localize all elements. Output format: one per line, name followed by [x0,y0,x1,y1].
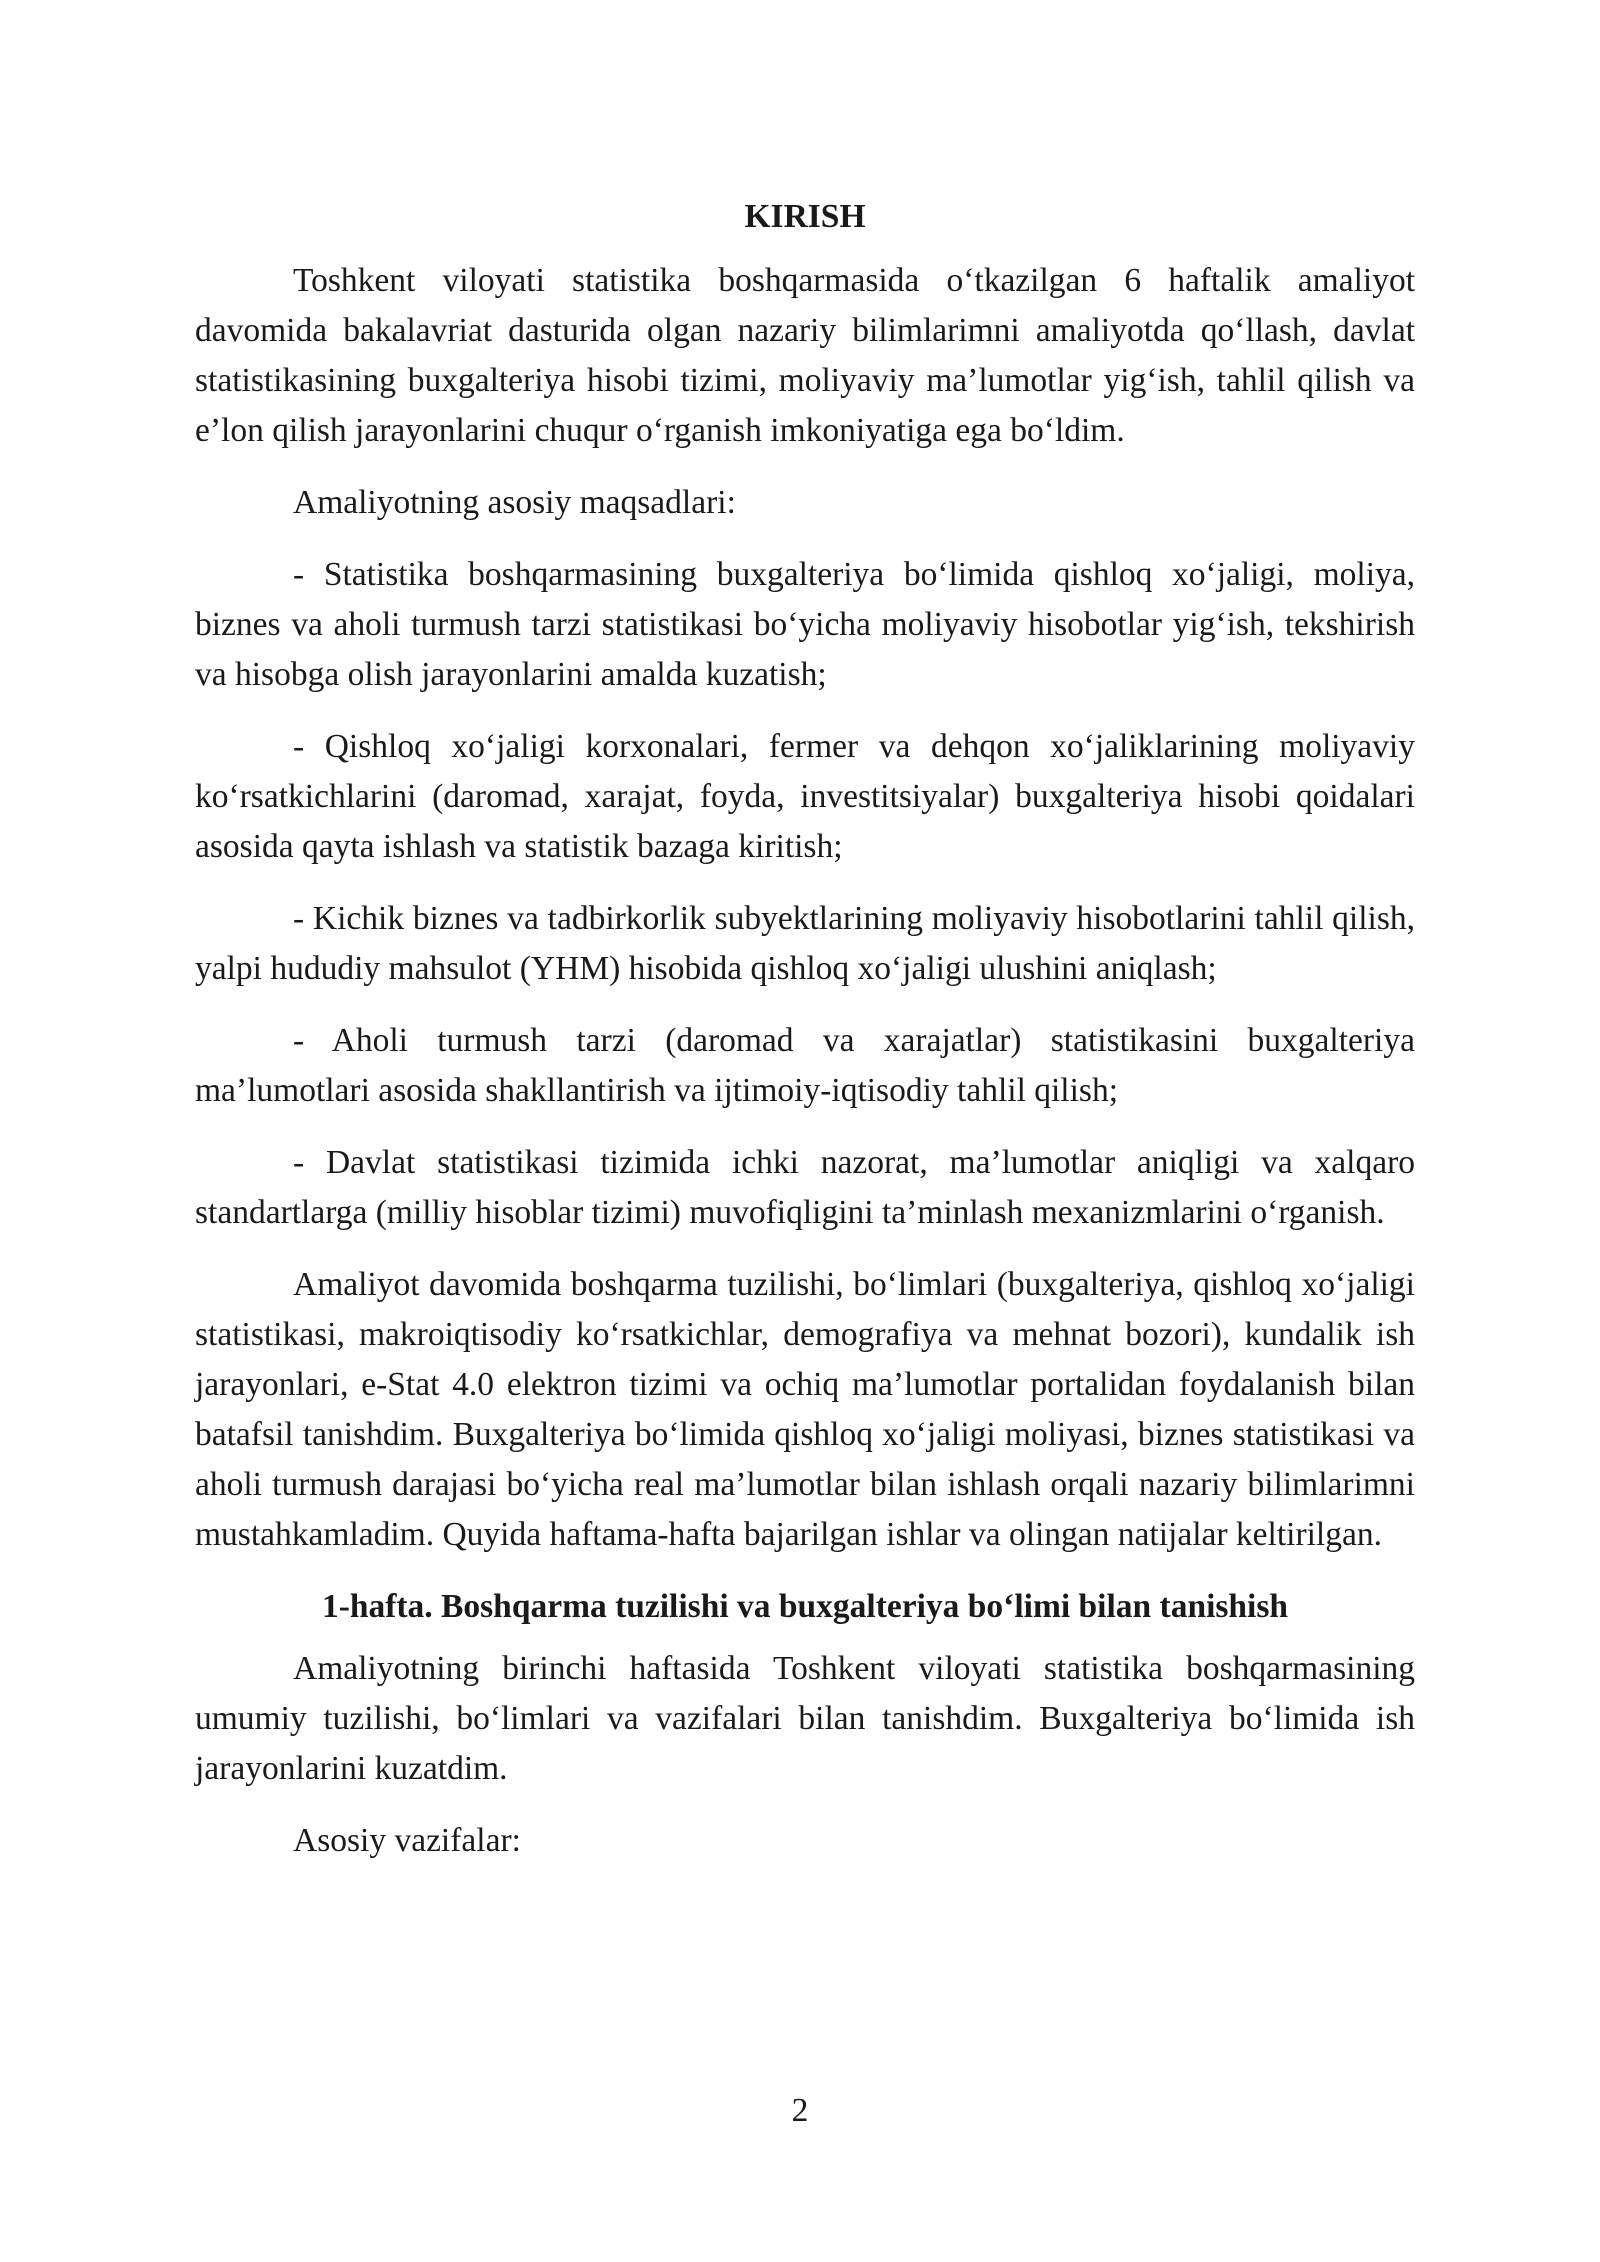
intro-paragraph: Toshkent viloyati statistika boshqarmasida o‘tkazilgan 6 haftalik amaliyot davomida bakalavriat dasturida olgan nazariy bilimlarimni amaliyotda qo‘llash, davlat statistikasining buxgalteriya hisobi tizimi, moliyaviy ma’lumotlar yig‘ish, tahlil qilish va e’lon qilish jarayonlarini chuqur o‘rganish imkoniyatiga ega bo‘ldim. [195,262,1415,449]
document-page [195,192,1415,1888]
tasks-intro: Asosiy vazifalar: [293,1822,521,1859]
goal-item: - Aholi turmush tarzi (daromad va xarajatlar) statistikasini buxgalteriya ma’lumotlari asosida shakllantirish va ijtimoiy-iqtisodiy tahlil qilish; [195,1022,1415,1109]
goals-intro: Amaliyotning asosiy maqsadlari: [293,484,736,521]
goal-item: - Qishloq xo‘jaligi korxonalari, fermer va dehqon xo‘jaliklarining moliyaviy ko‘rsatkichlarini (daromad, xarajat, foyda, investitsiyalar) buxgalteriya hisobi qoidalari asosida qayta ishlash va statistik bazaga kiritish; [195,728,1415,865]
goal-item: - Kichik biznes va tadbirkorlik subyektlarining moliyaviy hisobotlarini tahlil qilish, yalpi hududiy mahsulot (YHM) hisobida qishloq xo‘jaligi ulushini aniqlash; [195,900,1415,987]
section-title: KIRISH [744,198,866,235]
page-number: 2 [791,2092,809,2129]
summary-paragraph: Amaliyot davomida boshqarma tuzilishi, bo‘limlari (buxgalteriya, qishloq xo‘jaligi statistikasi, makroiqtisodiy ko‘rsatkichlar, demografiya va mehnat bozori), kundalik ish jarayonlari, e-Stat 4.0 elektron tizimi va ochiq ma’lumotlar portalidan foydalanish bilan batafsil tanishdim. Buxgalteriya bo‘limida qishloq xo‘jaligi moliyasi, biznes statistikasi va aholi turmush darajasi bo‘yicha real ma’lumotlar bilan ishlash orqali nazariy bilimlarimni mustahkamladim. Quyida haftama-hafta bajarilgan ishlar va olingan natijalar keltirilgan. [195,1266,1415,1553]
week1-paragraph: Amaliyotning birinchi haftasida Toshkent viloyati statistika boshqarmasining umumiy tuzilishi, bo‘limlari va vazifalari bilan tanishdim. Buxgalteriya bo‘limida ish jarayonlarini kuzatdim. [195,1650,1415,1787]
goal-item: - Statistika boshqarmasining buxgalteriya bo‘limida qishloq xo‘jaligi, moliya, biznes va aholi turmush tarzi statistikasi bo‘yicha moliyaviy hisobotlar yig‘ish, tekshirish va hisobga olish jarayonlarini amalda kuzatish; [195,556,1415,693]
goal-item: - Davlat statistikasi tizimida ichki nazorat, ma’lumotlar aniqligi va xalqaro standartlarga (milliy hisoblar tizimi) muvofiqligini ta’minlash mexanizmlarini o‘rganish. [195,1144,1415,1231]
week1-heading: 1-hafta. Boshqarma tuzilishi va buxgalteriya bo‘limi bilan tanishish [321,1588,1289,1625]
